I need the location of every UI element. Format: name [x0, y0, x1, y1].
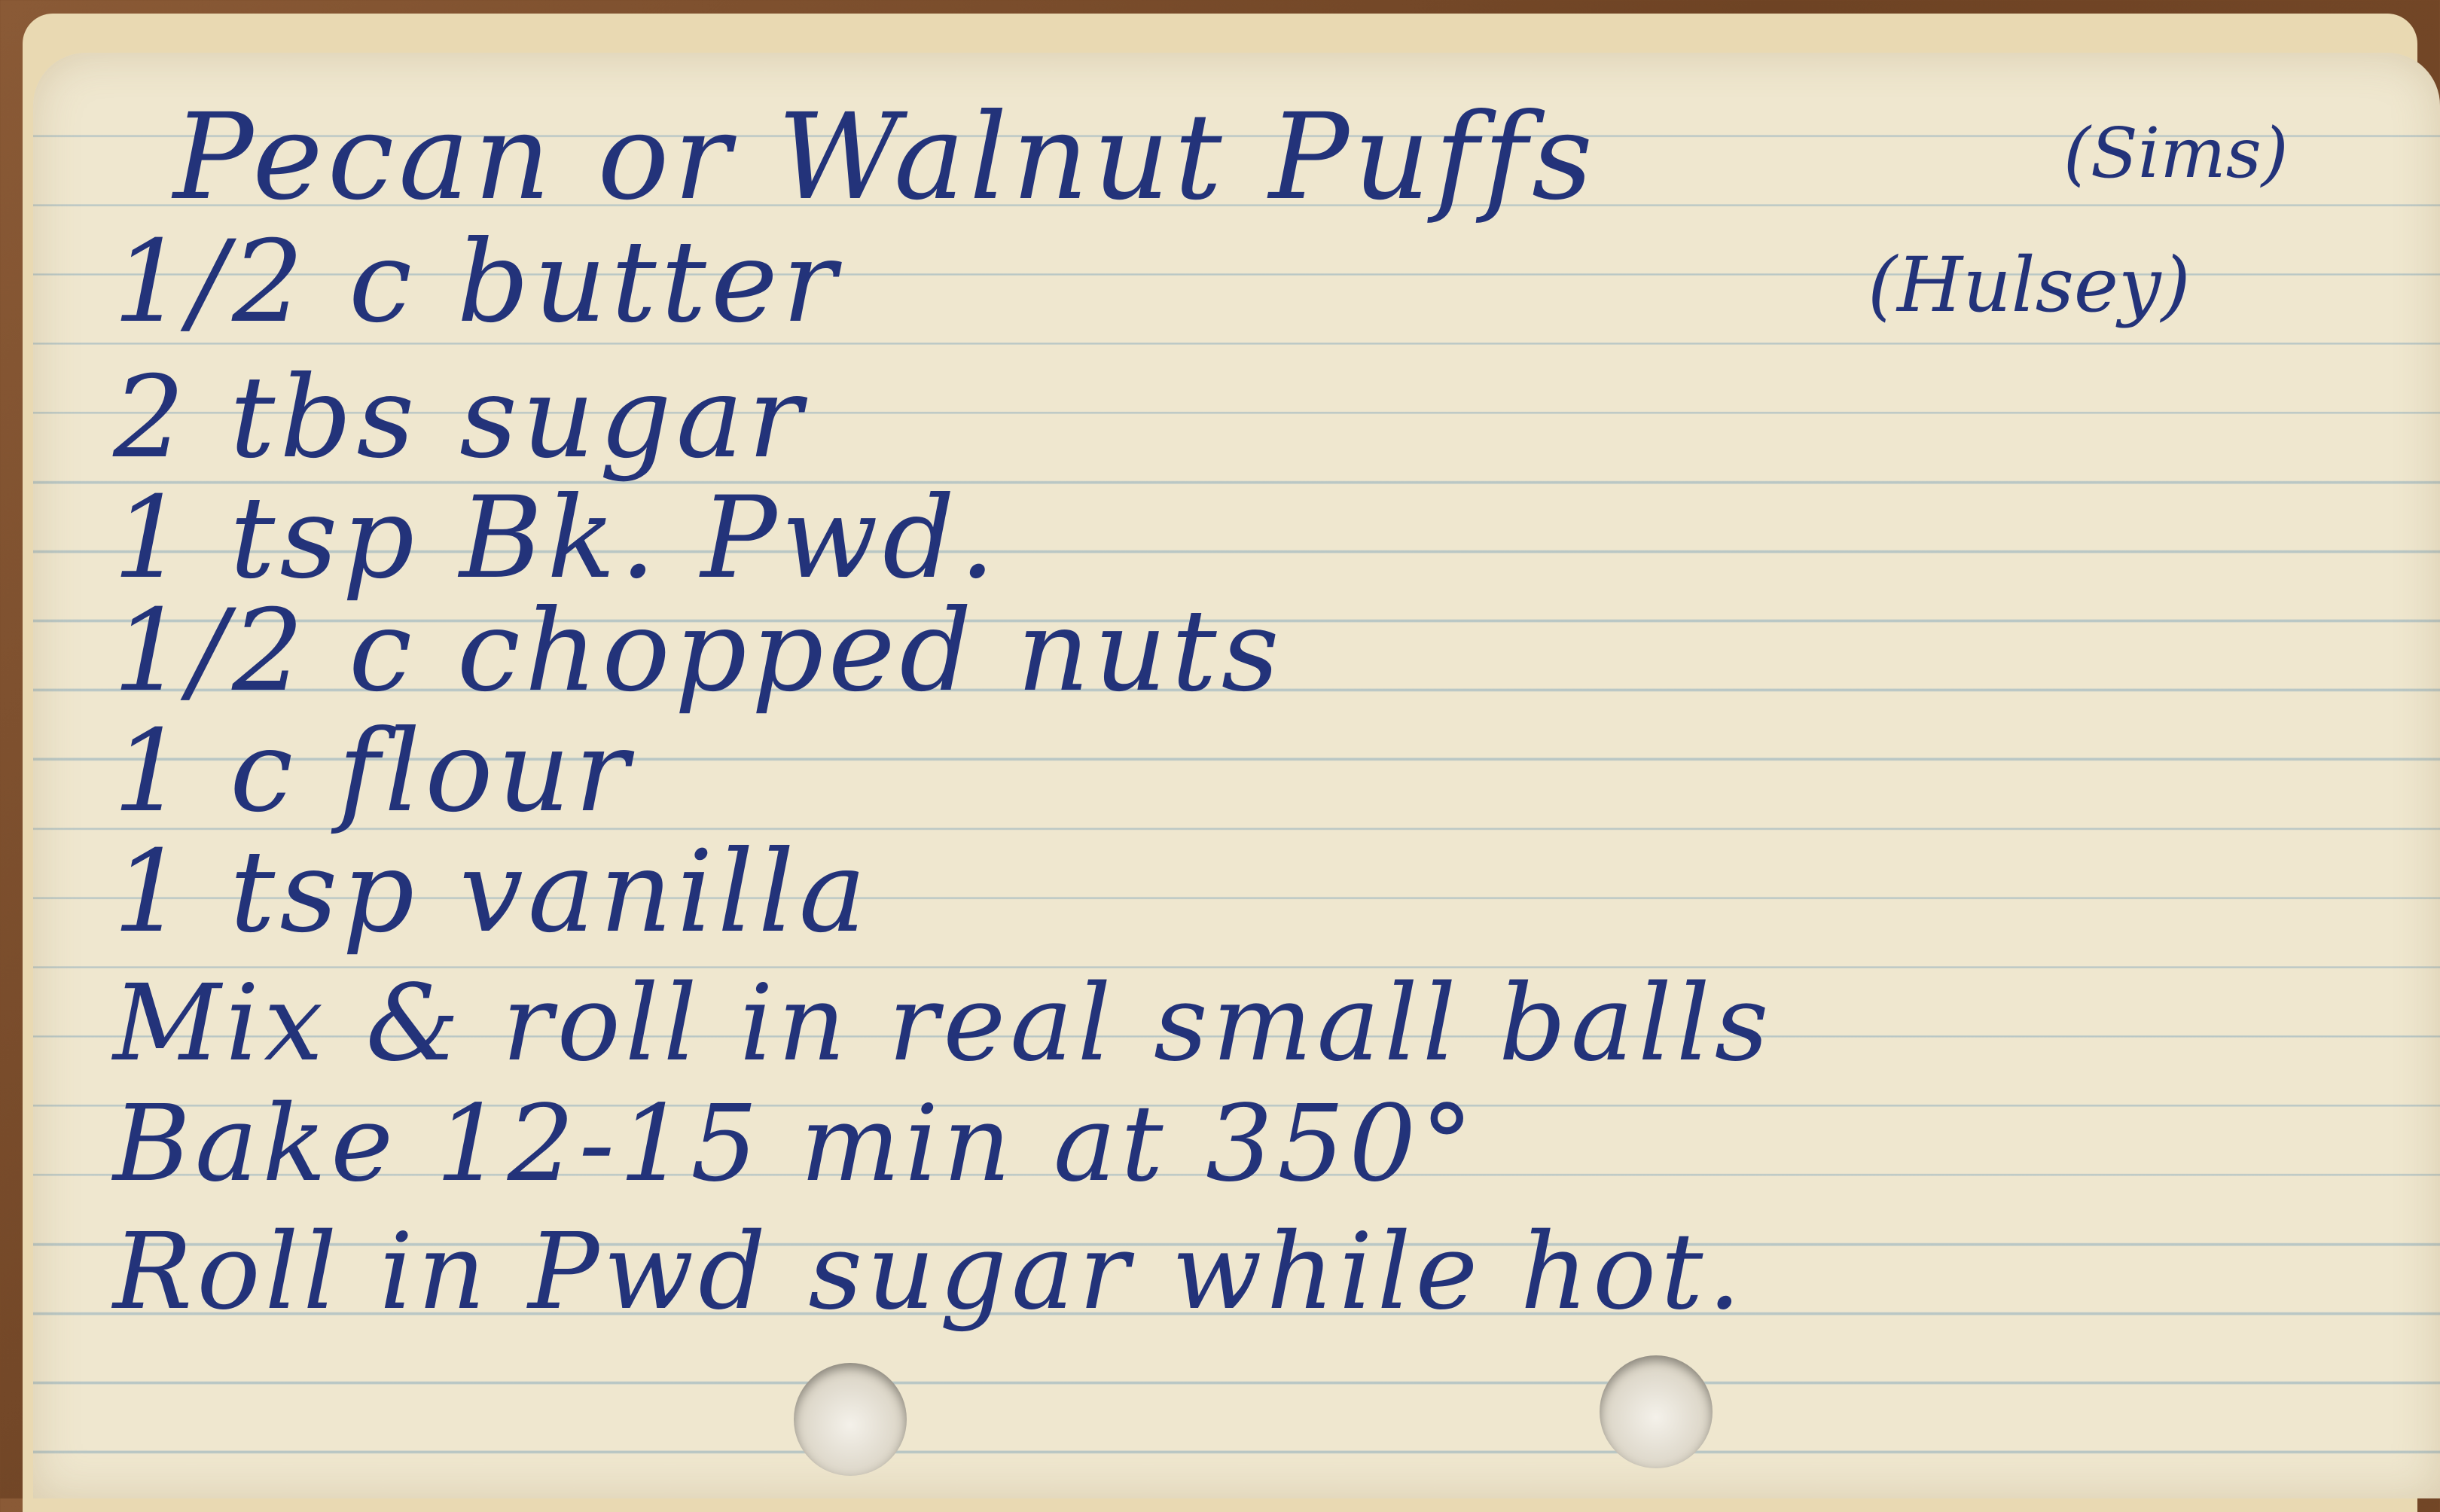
ingredient-line: 1 tsp Bk. Pwd.	[113, 473, 1000, 604]
source-note-hulsey: (Hulsey)	[1868, 241, 2191, 329]
ingredient-line: 1/2 c chopped nuts	[113, 586, 1284, 717]
ingredient-line: 1/2 c butter	[113, 217, 841, 348]
instruction-line: Bake 12-15 min at 350°	[113, 1083, 1478, 1206]
instruction-line: Mix & roll in real small balls	[113, 962, 1774, 1085]
ingredient-line: 1 c flour	[113, 706, 633, 837]
ingredient-line: 1 tsp vanilla	[113, 827, 871, 958]
binder-hole-right	[1600, 1355, 1713, 1468]
instruction-line: Roll in Pwd sugar while hot.	[113, 1211, 1746, 1334]
source-note-sims: (Sims)	[2063, 113, 2289, 194]
recipe-title: Pecan or Walnut Puffs	[173, 88, 1598, 227]
binder-hole-left	[794, 1363, 907, 1476]
ingredient-line: 2 tbs sugar	[113, 352, 807, 483]
